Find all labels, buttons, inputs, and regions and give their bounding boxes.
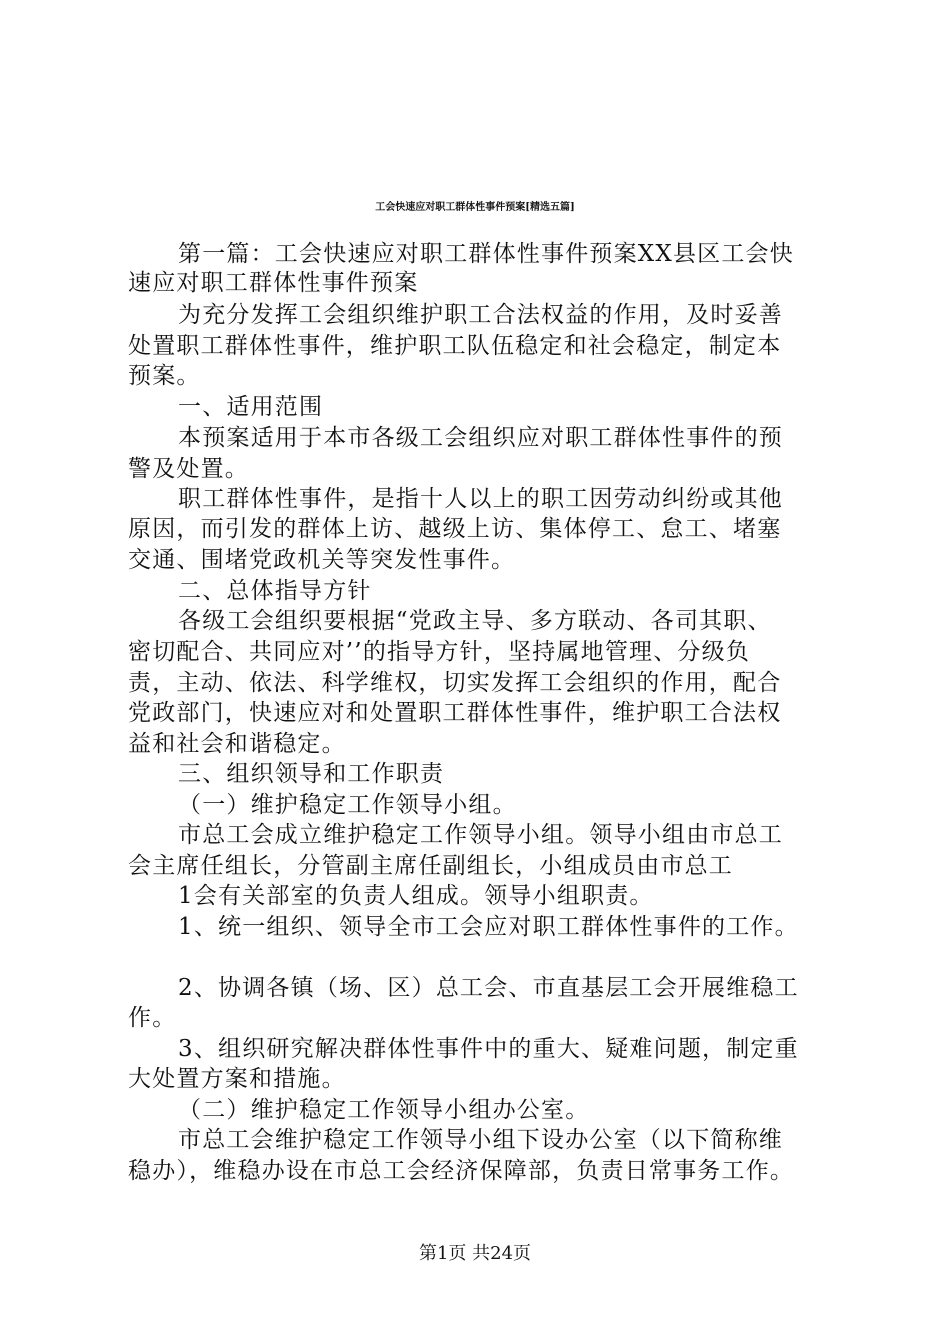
section-heading: 三、组织领导和工作职责 — [178, 761, 445, 787]
subsection-heading: （一）维护稳定工作领导小组。 — [178, 792, 517, 818]
paragraph-line: 大处置方案和措施。 — [128, 1066, 346, 1092]
subsection-heading: （二）维护稳定工作领导小组办公室。 — [178, 1097, 590, 1123]
paragraph-line: 市总工会维护稳定工作领导小组下设办公室（以下简称维 — [178, 1127, 783, 1153]
paragraph-line: 会主席任组长，分管副主席任副组长，小组成员由市总工 — [128, 853, 733, 879]
paragraph-line: 密切配合、共同应对’’的指导方针，坚持属地管理、分级负 — [128, 639, 751, 665]
paragraph-line: 警及处置。 — [128, 456, 249, 482]
paragraph-line: 责，主动、依法、科学维权，切实发挥工会组织的作用，配合 — [128, 670, 782, 696]
paragraph-line: 第一篇：工会快速应对职工群体性事件预案XX县区工会快 — [178, 241, 794, 267]
paragraph-line: 速应对职工群体性事件预案 — [128, 270, 419, 296]
list-item: 3、组织研究解决群体性事件中的重大、疑难问题，制定重 — [178, 1036, 799, 1062]
paragraph-line: 处置职工群体性事件，维护职工队伍稳定和社会稳定，制定本 — [128, 333, 782, 359]
list-item: 1、统一组织、领导全市工会应对职工群体性事件的工作。 — [178, 914, 799, 940]
paragraph-line: 交通、围堵党政机关等突发性事件。 — [128, 547, 516, 573]
paragraph-line: 党政部门，快速应对和处置职工群体性事件，维护职工合法权 — [128, 700, 782, 726]
paragraph-line: 各级工会组织要根据“党政主导、多方联动、各司其职、 — [178, 608, 772, 634]
paragraph-line: 预案。 — [128, 363, 201, 389]
paragraph-line: 1会有关部室的负责人组成。领导小组职责。 — [178, 883, 654, 909]
section-heading: 二、总体指导方针 — [178, 578, 372, 604]
paragraph-line: 本预案适用于本市各级工会组织应对职工群体性事件的预 — [178, 425, 783, 451]
paragraph-line: 作。 — [128, 1005, 177, 1031]
paragraph-line: 市总工会成立维护稳定工作领导小组。领导小组由市总工 — [178, 822, 783, 848]
document-title: 工会快速应对职工群体性事件预案[精选五篇] — [375, 202, 575, 213]
paragraph-line: 稳办），维稳办设在市总工会经济保障部，负责日常事务工作。 — [128, 1158, 795, 1184]
paragraph-line: 益和社会和谐稳定。 — [128, 731, 346, 757]
section-heading: 一、适用范围 — [178, 394, 324, 420]
paragraph-line: 职工群体性事件，是指十人以上的职工因劳动纠纷或其他 — [178, 486, 783, 512]
list-item: 2、协调各镇（场、区）总工会、市直基层工会开展维稳工 — [178, 975, 799, 1001]
paragraph-line: 原因，而引发的群体上访、越级上访、集体停工、怠工、堵塞 — [128, 516, 782, 542]
paragraph-line: 为充分发挥工会组织维护职工合法权益的作用，及时妥善 — [178, 302, 783, 328]
page-number: 第1页 共24页 — [418, 1243, 532, 1264]
